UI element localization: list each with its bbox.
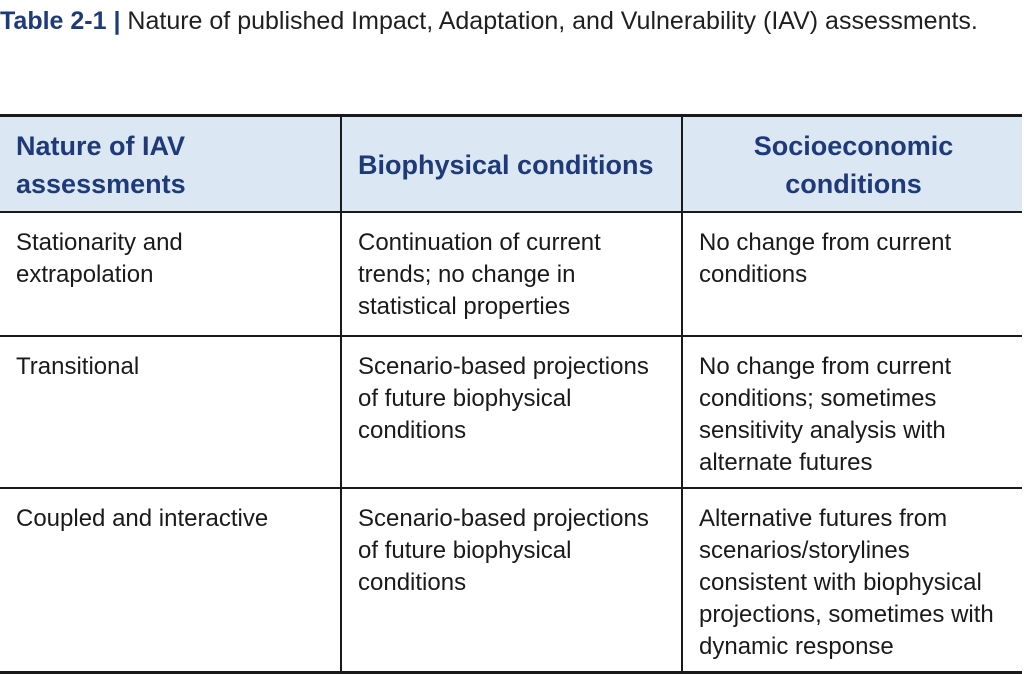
cell-nature: Coupled and interactive — [0, 488, 341, 673]
cell-biophysical: Scenario-based projections of future biophysical conditions — [341, 488, 682, 673]
table-row — [0, 212, 1022, 336]
cell-socioeconomic: No change from current conditions — [682, 212, 1022, 336]
cell-biophysical: Continuation of current trends; no change in statistical properties — [341, 212, 682, 336]
table-header-row — [0, 116, 1022, 213]
table-row — [0, 336, 1022, 488]
header-socioeconomic-conditions: Socioeconomic conditions — [682, 116, 1022, 213]
cell-biophysical: Scenario-based projections of future biophysical conditions — [341, 336, 682, 488]
cell-socioeconomic: Alternative futures from scenarios/storylines consistent with biophysical projections, sometimes with dynamic response — [682, 488, 1022, 673]
header-biophysical-conditions: Biophysical conditions — [341, 116, 682, 213]
table-number-label: Table 2-1 | — [0, 7, 121, 35]
cell-socioeconomic: No change from current conditions; sometimes sensitivity analysis with alternate futures — [682, 336, 1022, 488]
table-caption-text: Nature of published Impact, Adaptation, and Vulnerability (IAV) assessments. — [127, 7, 978, 35]
header-nature-of-iav: Nature of IAV assessments — [0, 116, 341, 213]
iav-assessment-table — [0, 114, 1022, 674]
cell-nature: Transitional — [0, 336, 341, 488]
table-row — [0, 488, 1022, 673]
table-caption — [0, 2, 1000, 40]
cell-nature: Stationarity and extrapolation — [16, 229, 183, 288]
